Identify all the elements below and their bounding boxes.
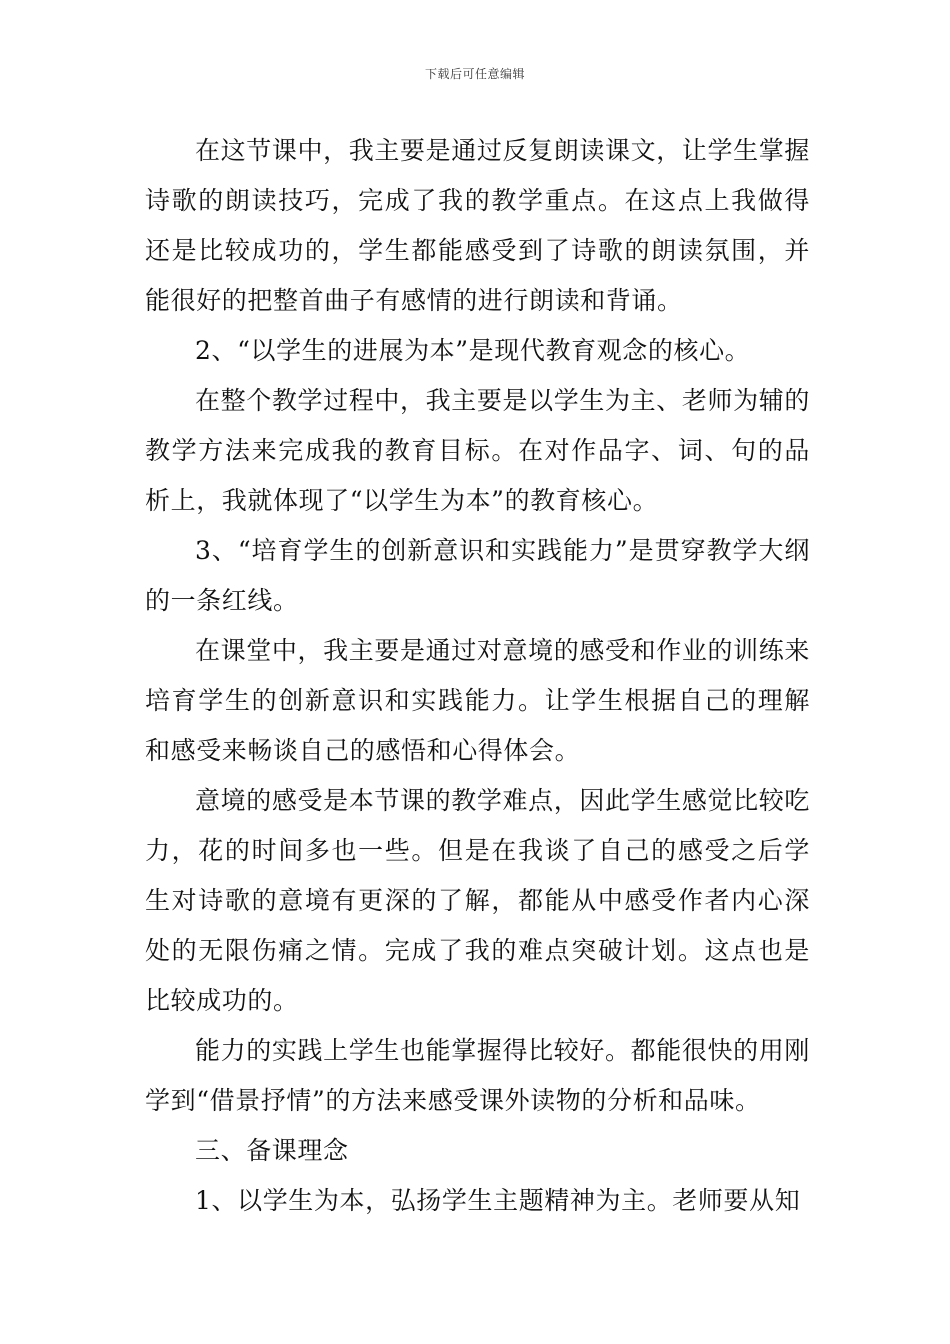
paragraph-1: 在这节课中，我主要是通过反复朗读课文，让学生掌握诗歌的朗读技巧，完成了我的教学重点。在这点上我做得还是比较成功的，学生都能感受到了诗歌的朗读氛围，并能很好的把整首曲子有感情的进行朗读和背诵。: [145, 136, 810, 315]
page-header: 下载后可任意编辑: [424, 67, 525, 81]
paragraph-5: 在课堂中，我主要是通过对意境的感受和作业的训练来培育学生的创新意识和实践能力。让学生根据自己的理解和感受来畅谈自己的感悟和心得体会。: [145, 636, 810, 765]
paragraph-6: 意境的感受是本节课的教学难点，因此学生感觉比较吃力，花的时间多也一些。但是在我谈了自己的感受之后学生对诗歌的意境有更深的了解，都能从中感受作者内心深处的无限伤痛之情。完成了我的难点突破计划。这点也是比较成功的。: [145, 786, 810, 1015]
paragraph-3: 在整个教学过程中，我主要是以学生为主、老师为辅的教学方法来完成我的教育目标。在对作品字、词、句的品析上，我就体现了“以学生为本”的教育核心。: [145, 386, 810, 515]
paragraph-4: 3、“培育学生的创新意识和实践能力”是贯穿教学大纲的一条红线。: [145, 536, 810, 615]
paragraph-2: 2、“以学生的进展为本”是现代教育观念的核心。: [195, 336, 751, 365]
paragraph-8: 三、备课理念: [195, 1136, 349, 1165]
paragraph-7: 能力的实践上学生也能掌握得比较好。都能很快的用刚学到“借景抒情”的方法来感受课外读物的分析和品味。: [145, 1036, 810, 1115]
paragraph-9: 1、以学生为本，弘扬学生主题精神为主。老师要从知: [195, 1186, 801, 1215]
document-body: [145, 126, 810, 1226]
